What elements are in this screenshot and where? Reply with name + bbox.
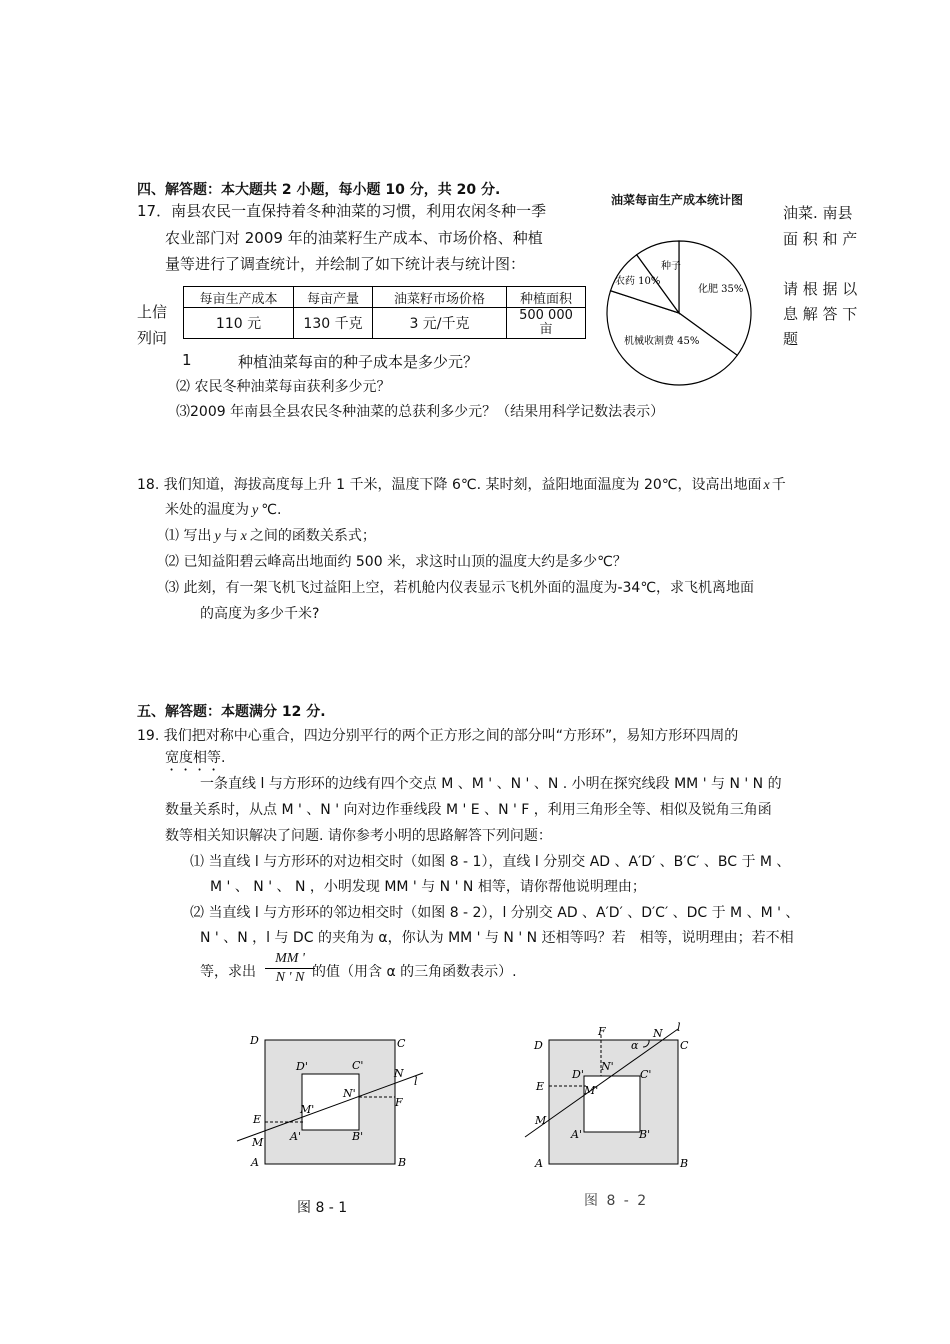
q17-left-col-1: 上信 [137, 303, 168, 321]
q17-line1-right: 油菜. 南县 [783, 204, 853, 222]
q17-line1: 17．南县农民一直保持着冬种油菜的习惯，利用农闲冬种一季 [137, 202, 547, 220]
q18-part3b: 的高度为多少千米? [200, 606, 320, 622]
q19-line6: ⑴ 当直线 l 与方形环的对边相交时（如图 8 - 1），直线 l 分别交 AD 、A′D′ 、B′C′ 、BC 于 M 、 [190, 854, 791, 870]
q18-line1-end: 千 [771, 477, 786, 493]
fraction [265, 950, 315, 987]
q19-line2: 宽度相等. [165, 750, 226, 766]
fig2-label-Mp: M' [584, 1084, 599, 1097]
fig1-label-C: C [397, 1037, 406, 1050]
fig2-label-E: E [536, 1080, 545, 1093]
q17-left-col-2: 列问 [137, 329, 168, 347]
q18-part1-c: 之间的函数关系式； [249, 528, 376, 544]
var-x: x [763, 478, 770, 493]
fig2-label-Cp: C' [640, 1068, 652, 1081]
pie-chart-title: 油菜每亩生产成本统计图 [611, 193, 744, 207]
fig1-label-A: A [251, 1156, 259, 1169]
q17-sub1: 种植油菜每亩的种子成本是多少元？ [238, 353, 479, 371]
fig1-label-l: l [414, 1075, 418, 1088]
fig1-label-Mp: M' [300, 1103, 315, 1116]
fig2-label-alpha: α [631, 1039, 639, 1052]
fig1-label-Dp: D' [296, 1060, 308, 1073]
q19-line10-a: 等，求出 [200, 964, 256, 980]
q17-line3: 量等进行了调查统计，并绘制了如下统计表与统计图： [165, 255, 526, 273]
var-x-2: x [240, 529, 247, 544]
q19-line7: M ' 、 N ' 、 N ，小明发现 MM ' 与 N ' N 相等，请你帮他说明理由； [210, 879, 646, 895]
q18-part1-a: ⑴ 写出 [165, 528, 212, 544]
figure-8-1 [235, 1025, 435, 1180]
fig2-label-D: D [534, 1039, 543, 1052]
fig2-label-A: A [535, 1157, 543, 1170]
fig2-label-Np: N' [601, 1060, 614, 1073]
q17-sub2: ⑵ 农民冬种油菜每亩获利多少元？ [176, 379, 391, 395]
q17-line2: 农业部门对 2009 年的油菜籽生产成本、市场价格、种植 [165, 229, 543, 247]
fig1-label-Ap: A' [290, 1130, 301, 1143]
q17-sub3: ⑶2009 年南县全县农民冬种油菜的总获利多少元？（结果用科学记数法表示） [176, 404, 665, 420]
fig2-caption: 图 8 - 2 [584, 1193, 649, 1209]
q17-right-col-2: 息 解 答 下 [783, 305, 858, 323]
q18-line1-text: 18. 我们知道，海拔高度每上升 1 千米，温度下降 6℃. 某时刻，益阳地面温度为 20℃，设高出地面 [137, 477, 762, 493]
pie-chart [600, 225, 760, 400]
q19-line10 [200, 961, 256, 981]
fig2-label-Dp: D' [572, 1068, 584, 1081]
section5-heading: 五、解答题：本题满分 12 分. [137, 704, 326, 720]
pie-label-harvest: 机械收割费 45% [624, 336, 700, 347]
q17-stats-table [183, 286, 586, 339]
q19-line1: 19. 我们把对称中心重合，四边分别平行的两个正方形之间的部分叫“方形环”，易知方形环四周的 [137, 728, 739, 744]
q19-line10-b: 的值（用含 α 的三角函数表示）. [312, 964, 517, 980]
fig1-label-Np: N' [343, 1087, 356, 1100]
fig1-caption: 图 8 - 1 [297, 1200, 348, 1216]
section4-heading: 四、解答题：本大题共 2 小题，每小题 10 分，共 20 分. [137, 182, 501, 198]
pie-label-fertilizer: 化肥 35% [698, 284, 744, 295]
var-y: y [252, 503, 259, 518]
var-y-2: y [214, 529, 221, 544]
figure-8-2 [520, 1020, 700, 1175]
table-value-area: 500 000 亩 [507, 308, 586, 339]
table-header-cost: 每亩生产成本 [184, 287, 294, 308]
fig2-label-C: C [680, 1039, 689, 1052]
fig1-label-F: F [395, 1096, 403, 1109]
q19-line3: 一条直线 l 与方形环的边线有四个交点 M 、M ' 、N ' 、N . 小明在探究线段 MM ' 与 N ' N 的 [200, 776, 782, 792]
q19-line9: N ' 、N ，l 与 DC 的夹角为 α，你认为 MM ' 与 N ' N 还相等吗？若 相等，说明理由；若不相 [200, 930, 794, 946]
table-header-yield: 每亩产量 [294, 287, 373, 308]
fig2-label-l: l [677, 1021, 681, 1034]
q18-part3a: ⑶ 此刻，有一架飞机飞过益阳上空，若机舱内仪表显示飞机外面的温度为-34℃，求飞机离地面 [165, 580, 755, 596]
fig2-label-N: N [653, 1027, 663, 1040]
table-value-price: 3 元/千克 [373, 308, 507, 339]
fig2-label-Bp: B' [639, 1128, 651, 1141]
inner-square [302, 1074, 359, 1130]
pie-label-pesticide: 农药 10% [615, 276, 661, 287]
q18-line2 [165, 499, 281, 519]
q19-line5: 数等相关知识解决了问题. 请你参考小明的思路解答下列问题： [165, 828, 552, 844]
fig1-label-D: D [250, 1034, 259, 1047]
q18-line1 [137, 474, 786, 494]
q18-line2-text: 米处的温度为 [165, 502, 249, 518]
q19-line8: ⑵ 当直线 l 与方形环的邻边相交时（如图 8 - 2），l 分别交 AD 、A′D′ 、D′C′ 、DC 于 M 、M ' 、 [190, 905, 800, 921]
table-value-cost: 110 元 [184, 308, 294, 339]
q17-sub1-number: 1 [182, 351, 192, 369]
fraction-numerator: MM ' [265, 950, 315, 969]
table-header-area: 种植面积 [507, 287, 586, 308]
fig2-label-F: F [598, 1025, 606, 1038]
q19-line4: 数量关系时，从点 M ' 、N ' 向对边作垂线段 M ' E 、N ' F ，利用三角形全等、相似及锐角三角函 [165, 802, 772, 818]
pie-label-seed: 种子 [661, 261, 681, 272]
fraction-denominator: N ' N [275, 970, 305, 985]
q17-right-col-3: 题 [783, 330, 799, 348]
q18-part1 [165, 525, 376, 545]
table-value-yield: 130 千克 [294, 308, 373, 339]
fig2-label-B: B [680, 1157, 689, 1170]
fig1-label-N: N [394, 1067, 404, 1080]
fig1-label-B: B [398, 1156, 407, 1169]
fig1-label-M: M [252, 1136, 264, 1149]
q18-line2-end: ℃. [261, 502, 282, 518]
q17-right-col-1: 请 根 据 以 [783, 280, 858, 298]
fig1-label-Cp: C' [352, 1059, 364, 1072]
q18-part2: ⑵ 已知益阳碧云峰高出地面约 500 米，求这时山顶的温度大约是多少℃？ [165, 554, 627, 570]
fig2-label-Ap: A' [571, 1128, 582, 1141]
fig2-label-M: M [535, 1114, 547, 1127]
fig1-label-Bp: B' [352, 1130, 364, 1143]
q17-line2-right: 面 积 和 产 [783, 230, 858, 248]
fig1-label-E: E [253, 1113, 262, 1126]
q18-part1-b: 与 [223, 528, 238, 544]
table-header-price: 油菜籽市场价格 [373, 287, 507, 308]
